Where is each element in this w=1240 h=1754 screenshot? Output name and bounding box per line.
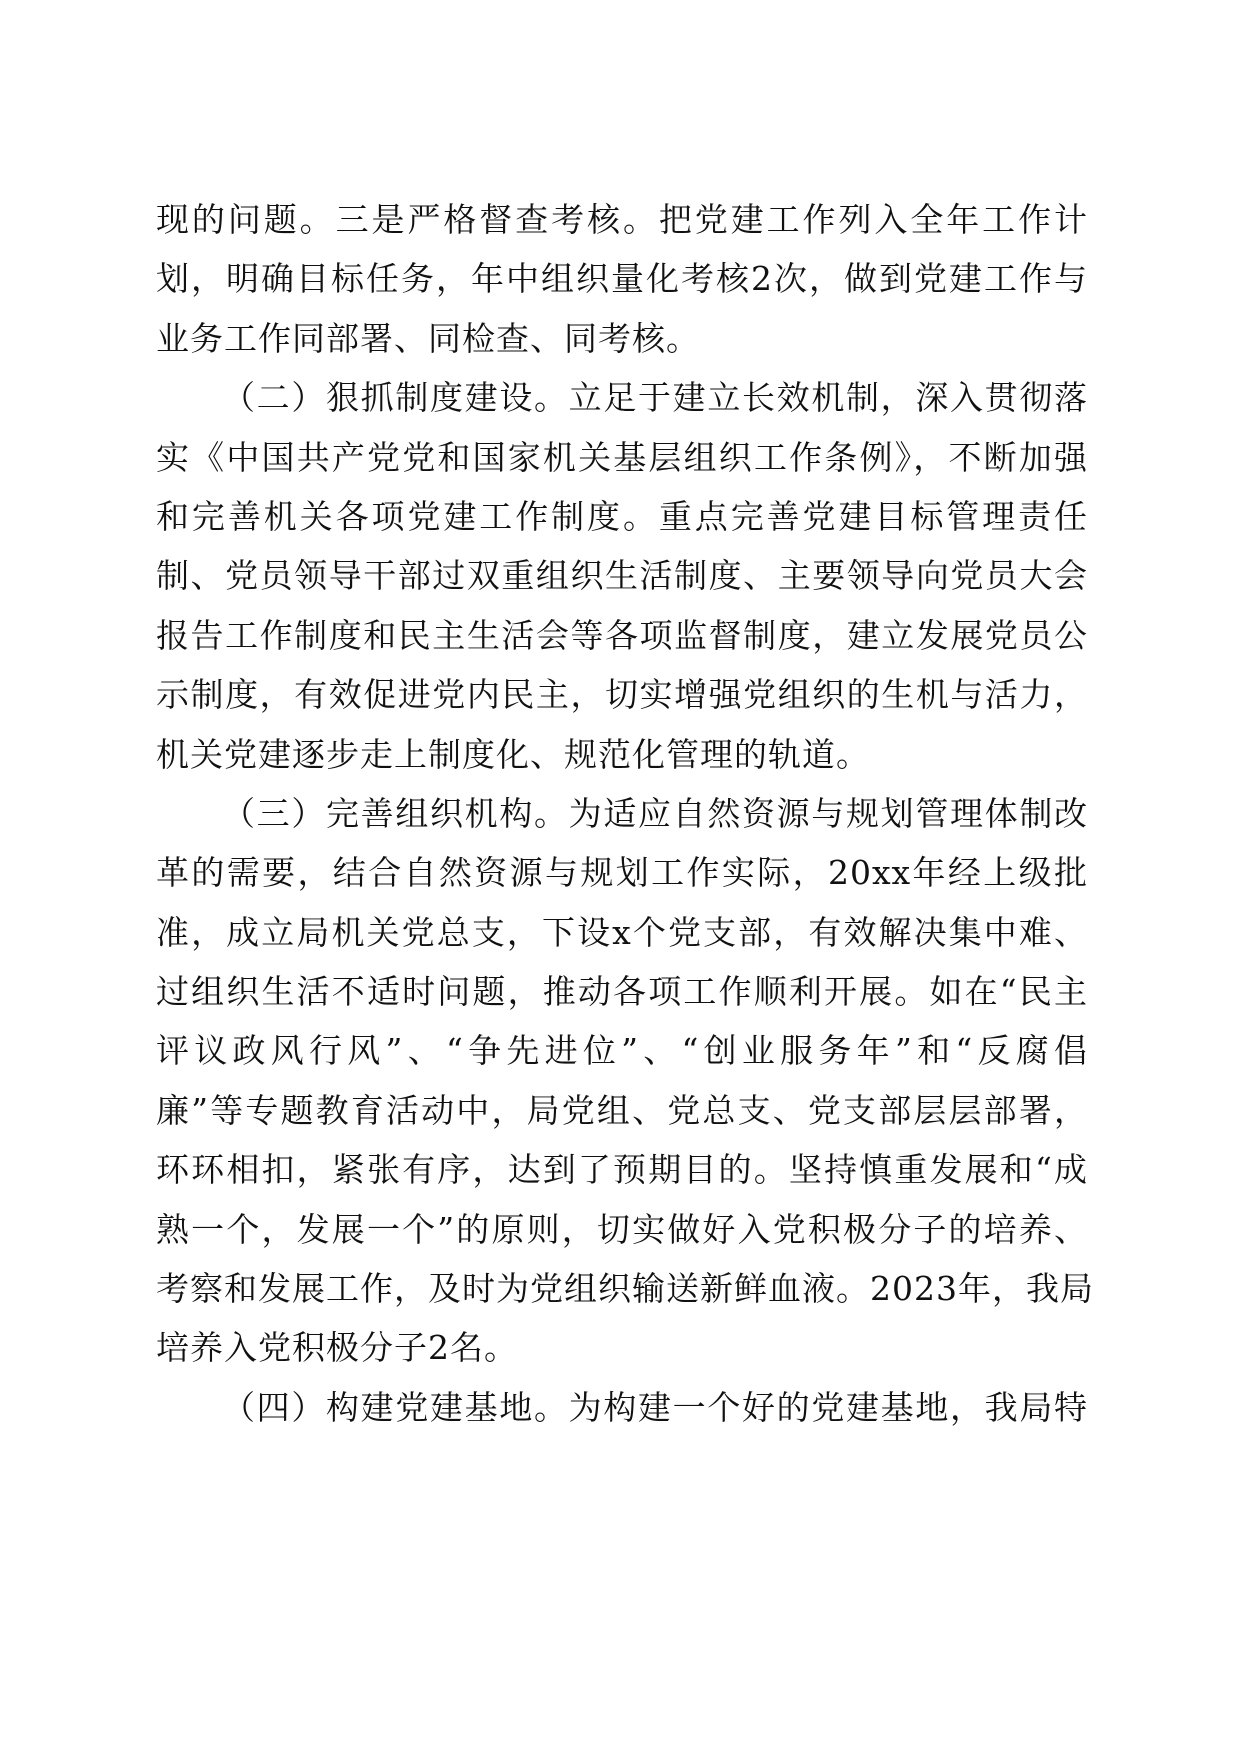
document-body [156,190,1094,1437]
text-line: 和完善机关各项党建工作制度。重点完善党建目标管理责任 [156,496,1088,536]
text-line: 熟一个，发展一个”的原则，切实做好入党积极分子的培养、 [156,1209,1088,1249]
text-line: 制、党员领导干部过双重组织生活制度、主要领导向党员大会 [156,556,1088,596]
text-line: （四）构建党建基地。为构建一个好的党建基地，我局特 [222,1387,1088,1427]
text-line: 过组织生活不适时问题，推动各项工作顺利开展。如在“民主 [156,972,1088,1012]
text-line: （三）完善组织机构。为适应自然资源与规划管理体制改 [222,793,1088,833]
text-line: 培养入党积极分子2名。 [156,1328,518,1368]
text-line: 革的需要，结合自然资源与规划工作实际，20xx年经上级批 [156,853,1088,893]
text-line: 现的问题。三是严格督查考核。把党建工作列入全年工作计 [156,200,1088,239]
text-line: 机关党建逐步走上制度化、规范化管理的轨道。 [156,734,870,774]
text-line: 环环相扣，紧张有序，达到了预期目的。坚持慎重发展和“成 [156,1150,1088,1190]
paragraph-organization [156,784,1094,1378]
text-line: 考察和发展工作，及时为党组织输送新鲜血液。2023年，我局 [156,1269,1094,1309]
text-line: 业务工作同部署、同检查、同考核。 [156,318,700,358]
text-line: 示制度，有效促进党内民主，切实增强党组织的生机与活力， [156,675,1088,715]
text-line: 报告工作制度和民主生活会等各项监督制度，建立发展党员公 [156,615,1088,655]
text-line: 划，明确目标任务，年中组织量化考核2次，做到党建工作与 [156,259,1088,299]
paragraph-continuation [156,190,1088,368]
text-line: 廉”等专题教育活动中，局党组、党总支、党支部层层部署， [156,1090,1088,1130]
text-line: （二）狠抓制度建设。立足于建立长效机制，深入贯彻落 [222,378,1088,418]
text-line: 实《中国共产党党和国家机关基层组织工作条例》，不断加强 [156,437,1088,477]
text-line: 准，成立局机关党总支，下设x个党支部，有效解决集中难、 [156,912,1088,952]
text-line: 评议政风行风”、“争先进位”、“创业服务年”和“反腐倡 [156,1031,1088,1071]
paragraph-system-building [156,368,1088,784]
paragraph-base-building [156,1378,1088,1437]
